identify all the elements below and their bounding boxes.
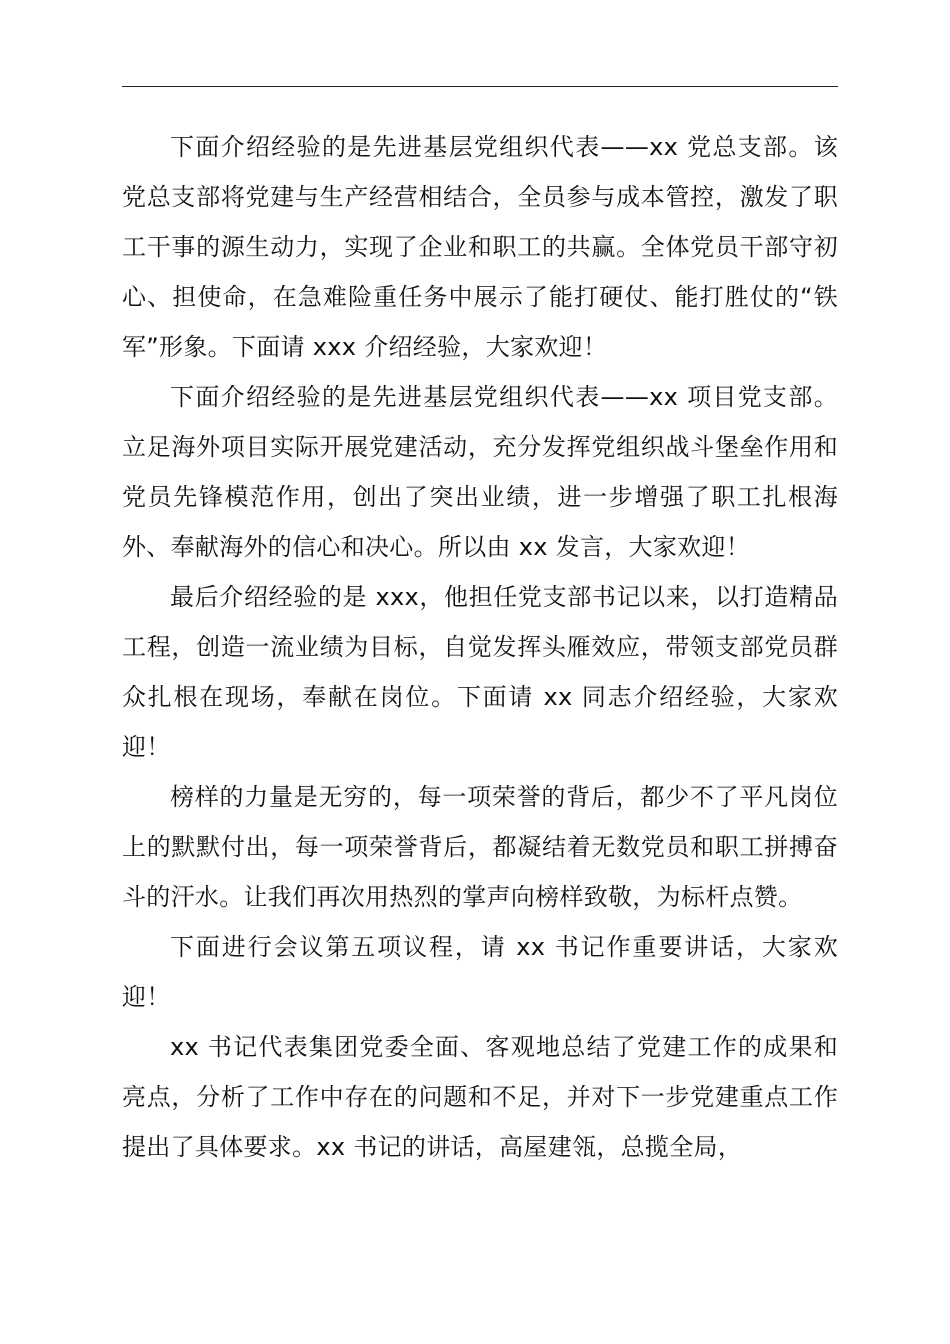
header-rule [122,86,838,87]
paragraph-2: 下面介绍经验的是先进基层党组织代表——xx 项目党支部。立足海外项目实际开展党建活动，充分发挥党组织战斗堡垒作用和党员先锋模范作用，创出了突出业绩，进一步增强了职工扎根海外、奉献海外的信心和决心。所以由 xx 发言，大家欢迎！ [122,383,838,561]
paragraph-4: 榜样的力量是无穷的，每一项荣誉的背后，都少不了平凡岗位上的默默付出，每一项荣誉背后，都凝结着无数党员和职工拼搏奋斗的汗水。让我们再次用热烈的掌声向榜样致敬，为标杆点赞。 [122,783,838,911]
paragraph-6: xx 书记代表集团党委全面、客观地总结了党建工作的成果和亮点，分析了工作中存在的问题和不足，并对下一步党建重点工作提出了具体要求。xx 书记的讲话，高屋建瓴，总揽全局， [122,1033,838,1161]
paragraph-1: 下面介绍经验的是先进基层党组织代表——xx 党总支部。该党总支部将党建与生产经营相结合，全员参与成本管控，激发了职工干事的源生动力，实现了企业和职工的共赢。全体党员干部守初心、担使命，在急难险重任务中展示了能打硬仗、能打胜仗的“铁军”形象。下面请 xxx 介绍经验，大家欢迎！ [122,133,838,361]
paragraph-5: 下面进行会议第五项议程，请 xx 书记作重要讲话，大家欢迎！ [122,933,838,1011]
document-body [122,122,838,1172]
paragraph-3: 最后介绍经验的是 xxx，他担任党支部书记以来，以打造精品工程，创造一流业绩为目标，自觉发挥头雁效应，带领支部党员群众扎根在现场，奉献在岗位。下面请 xx 同志介绍经验，大家欢迎！ [122,583,838,761]
